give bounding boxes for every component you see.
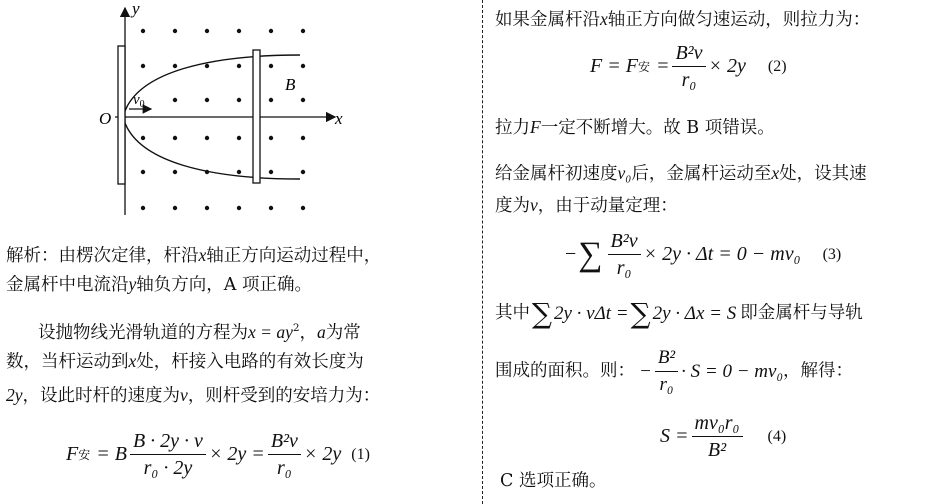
left-para2-line3 [6, 380, 380, 412]
right-line4 [495, 190, 678, 222]
eq-text: · S = 0 − mv₀ [681, 361, 784, 382]
physics-figure [95, 0, 355, 225]
right-line1 [495, 4, 870, 36]
text: 轴正方向做匀速运动，则拉力为： [607, 10, 871, 30]
eq-text: 2y · vΔt = [554, 303, 629, 324]
equation-2 [590, 40, 787, 93]
text: 处，设其速 [779, 164, 867, 184]
numerator: B²v [608, 228, 641, 255]
text: 拉力 [495, 118, 530, 138]
magnetic-field-dots [141, 29, 305, 210]
text: 给金属杆初速度 [495, 164, 618, 184]
numerator: B²v [672, 40, 705, 67]
equation-number: (1) [351, 445, 370, 463]
eq-text: × 2y = [208, 443, 265, 465]
eq-lhs: S = [660, 425, 689, 447]
denominator: r₀ [276, 457, 292, 479]
text: 如果金属杆沿 [495, 10, 600, 30]
text: 轴正方向运动过程中， [206, 246, 382, 266]
eq-text: − [565, 243, 577, 265]
text: ，则杆受到的安培力为： [187, 386, 381, 406]
equation-number: (4) [767, 427, 787, 445]
denominator: B² [707, 439, 727, 461]
text: 轴负方向，A 项正确。 [136, 275, 312, 295]
var-v: v [530, 195, 538, 215]
text: ，由于动量定理： [537, 196, 678, 216]
var-x: x [600, 9, 608, 29]
text: 后，金属杆运动至 [631, 164, 772, 184]
text: ， [299, 322, 318, 343]
eq-text: = B [96, 443, 127, 465]
column-divider [482, 0, 483, 504]
text: ，设此时杆的速度为 [22, 386, 181, 406]
right-line7 [500, 466, 606, 497]
denominator: r₀ [681, 69, 697, 91]
var-x: x [771, 163, 780, 183]
equation-4 [660, 410, 786, 463]
text: C 选项正确。 [500, 471, 607, 491]
text: ，解得： [783, 361, 854, 381]
velocity-label: $v_0$ [133, 92, 145, 110]
fraction [692, 410, 743, 463]
var-x: x [128, 351, 137, 371]
right-line6 [495, 345, 853, 398]
x-axis-label: x [335, 109, 343, 128]
numerator: B² [655, 345, 678, 372]
right-line5 [495, 298, 863, 329]
eq-lhs: F [66, 443, 79, 465]
eq-text: = [655, 55, 670, 77]
sum-symbol: ∑ [630, 296, 651, 330]
field-label: B [285, 75, 296, 94]
right-rod [253, 50, 260, 183]
text: 解析：由楞次定律，杆沿 [6, 246, 199, 266]
text: 其中 [495, 303, 530, 323]
text: 度为 [495, 196, 530, 216]
fraction [130, 428, 206, 481]
text: 处，杆接入电路的有效长度为 [136, 352, 364, 372]
eq-lhs: F = F [590, 55, 638, 77]
var-v0: v₀ [617, 163, 632, 183]
text: 金属杆中电流沿 [6, 275, 129, 295]
var-F: F [530, 117, 541, 137]
text: 围成的面积。则： [495, 361, 635, 381]
var-y: y [128, 274, 137, 294]
left-para2-line1: 设抛物线光滑轨道的方程为$x = ay^2$，a为常 [38, 321, 361, 343]
denominator: r₀ [659, 374, 674, 395]
numerator: mv₀r₀ [692, 410, 743, 437]
var-2y: 2y [6, 385, 23, 405]
eq-text: − [639, 361, 652, 382]
denominator: r₀ [616, 257, 632, 279]
var-a: a [317, 321, 326, 342]
eq-text: × 2y [303, 443, 342, 465]
denominator: r₀ · 2y [143, 457, 193, 479]
fraction [672, 40, 705, 93]
sum-symbol: ∑ [578, 235, 603, 273]
right-line3 [495, 158, 867, 190]
left-para1-line2 [6, 269, 312, 301]
text: 一定不断增大。故 B 项错误。 [540, 118, 775, 138]
right-line2 [495, 112, 775, 144]
fraction [608, 228, 641, 281]
numerator: B · 2y · v [130, 428, 206, 455]
fraction [655, 345, 678, 398]
sum-symbol: ∑ [532, 296, 552, 330]
eq-text: × 2y · Δt = 0 − mv₀ [643, 243, 801, 265]
text: 即金属杆与导轨 [740, 303, 863, 323]
equation-number: (2) [767, 57, 787, 75]
numerator: B²v [268, 428, 301, 455]
origin-label: O [99, 109, 112, 128]
eq-subscript: 安 [637, 60, 650, 74]
text: 为常 [325, 322, 361, 343]
equation-1 [66, 428, 370, 481]
left-para1-line1 [6, 240, 381, 272]
equation-3 [565, 228, 841, 281]
text: 数，当杆运动到 [6, 352, 129, 372]
equation-number: (3) [822, 245, 842, 263]
var-v: v [180, 385, 188, 405]
eq-subscript: 安 [78, 448, 91, 462]
var-x: x [198, 245, 207, 265]
text: 设抛物线光滑轨道的方程为 [38, 322, 248, 343]
fraction [268, 428, 301, 481]
eq-text: × 2y [708, 55, 746, 77]
left-rod [118, 46, 125, 184]
left-para2-line2 [6, 346, 364, 378]
eq-text: 2y · Δx = S [652, 303, 737, 324]
y-axis-label: y [132, 0, 140, 18]
parabola-equation: x = ay [248, 321, 293, 342]
